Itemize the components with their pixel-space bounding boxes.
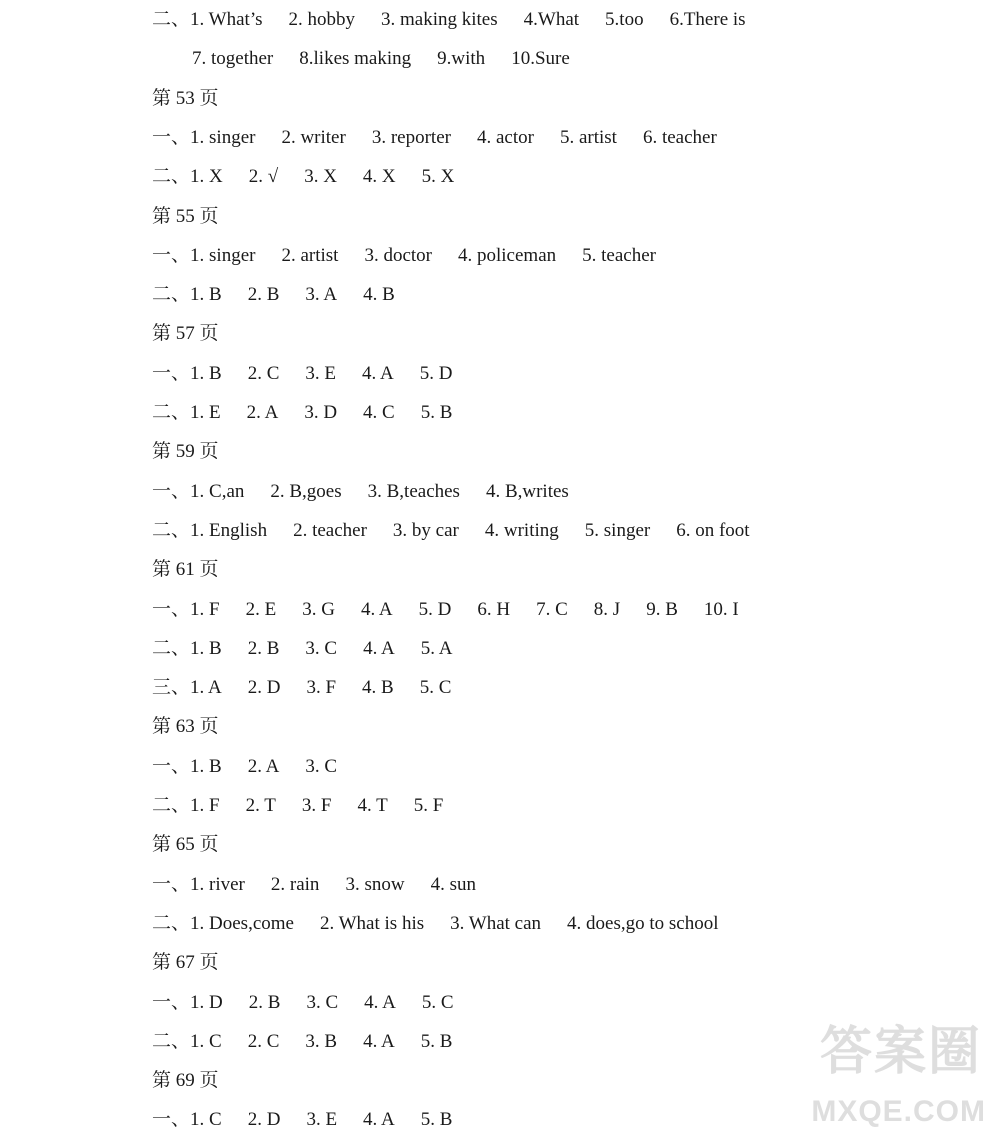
answer-item: 3. C bbox=[306, 991, 339, 1013]
section-number: 一、 bbox=[152, 1109, 191, 1131]
answer-item: 2. hobby bbox=[288, 9, 355, 30]
answer-line bbox=[192, 44, 570, 74]
answer-item: 2. writer bbox=[281, 126, 346, 148]
section-number: 二、 bbox=[152, 402, 191, 423]
answer-line bbox=[152, 870, 476, 900]
answer-line bbox=[152, 1105, 452, 1135]
page-heading: 第 69 页 bbox=[152, 1070, 219, 1092]
answer-line bbox=[152, 752, 337, 782]
answer-item: 2. What is his bbox=[319, 912, 425, 934]
answer-item: 3. C bbox=[305, 755, 338, 777]
answer-item: 3. doctor bbox=[364, 244, 432, 266]
answer-line bbox=[152, 280, 395, 310]
answer-item: 1. B bbox=[190, 755, 222, 777]
answer-item: 9. B bbox=[646, 598, 678, 620]
answer-item: 7. together bbox=[192, 48, 274, 70]
answer-item: 5. F bbox=[413, 795, 444, 816]
section-number: 一、 bbox=[152, 480, 191, 502]
answer-item: 2. teacher bbox=[293, 519, 367, 541]
answer-item: 1. B bbox=[190, 284, 222, 306]
section-number: 二、 bbox=[152, 795, 191, 816]
answer-line bbox=[152, 123, 717, 153]
answer-item: 3. snow bbox=[345, 873, 405, 895]
answer-item: 3. G bbox=[302, 598, 335, 620]
answer-item: 2. rain bbox=[270, 873, 320, 895]
section-number: 二、 bbox=[152, 166, 191, 188]
answer-item: 4. A bbox=[364, 991, 396, 1013]
answer-item: 4. writing bbox=[484, 519, 559, 541]
answer-item: 5. D bbox=[419, 362, 453, 384]
answer-item: 4. B bbox=[362, 677, 394, 699]
answer-item: 3. C bbox=[305, 637, 338, 659]
answer-item: 3. X bbox=[304, 166, 337, 188]
answer-item: 2. C bbox=[247, 1030, 280, 1052]
answer-item: 6. H bbox=[477, 598, 511, 620]
answer-item: 1. English bbox=[190, 519, 268, 541]
section-number: 一、 bbox=[152, 991, 191, 1013]
answer-item: 4.What bbox=[523, 9, 580, 30]
answer-item: 3. making kites bbox=[381, 9, 498, 30]
answer-item: 1. D bbox=[190, 991, 223, 1013]
answer-item: 4. A bbox=[360, 598, 393, 620]
answer-item: 4. does,go to school bbox=[567, 912, 719, 934]
answer-item: 7. C bbox=[536, 598, 568, 620]
answer-item: 3. What can bbox=[450, 912, 542, 934]
page-heading: 第 63 页 bbox=[152, 716, 219, 738]
answer-item: 10. I bbox=[703, 598, 739, 620]
answer-item: 4. actor bbox=[476, 126, 534, 148]
answer-item: 2. A bbox=[247, 755, 280, 777]
answer-item: 1. C bbox=[190, 1030, 222, 1052]
answer-item: 1. B bbox=[190, 637, 222, 659]
answer-item: 2. D bbox=[247, 1109, 281, 1131]
answer-item: 2. D bbox=[247, 677, 281, 699]
answer-line bbox=[152, 909, 719, 939]
answer-line bbox=[152, 988, 454, 1018]
page-heading: 第 55 页 bbox=[152, 205, 219, 227]
answer-item: 2. artist bbox=[281, 244, 339, 266]
answer-item: 1. E bbox=[190, 402, 221, 423]
answer-item: 3. reporter bbox=[371, 126, 451, 148]
answer-item: 1. A bbox=[190, 677, 222, 699]
answer-item: 4. B,writes bbox=[485, 480, 569, 502]
page-heading: 第 59 页 bbox=[152, 441, 219, 463]
answer-item: 1. What’s bbox=[190, 9, 263, 30]
page-heading: 第 53 页 bbox=[152, 87, 219, 109]
watermark-chinese: 答案圈 bbox=[819, 1022, 982, 1082]
page-heading: 第 57 页 bbox=[152, 323, 219, 345]
answer-item: 5. D bbox=[418, 598, 452, 620]
answer-item: 3. B bbox=[305, 1030, 338, 1052]
answer-item: 5. A bbox=[420, 637, 453, 659]
answer-item: 5. C bbox=[421, 991, 454, 1013]
section-number: 二、 bbox=[152, 1030, 191, 1052]
page-heading: 第 61 页 bbox=[152, 559, 219, 581]
answer-item: 3. D bbox=[304, 402, 338, 423]
answer-item: 4. policeman bbox=[458, 244, 557, 266]
section-number: 二、 bbox=[152, 284, 191, 306]
answer-item: 3. B,teaches bbox=[367, 480, 460, 502]
answer-item: 2. B bbox=[247, 284, 280, 306]
answer-line bbox=[152, 162, 454, 192]
answer-item: 6.There is bbox=[669, 9, 746, 30]
answer-item: 1. river bbox=[190, 873, 245, 895]
answer-item: 3. F bbox=[306, 677, 337, 699]
section-number: 一、 bbox=[152, 244, 191, 266]
watermark-url: MXQE.COM bbox=[811, 1095, 986, 1128]
answer-item: 8. J bbox=[593, 598, 621, 620]
answer-item: 5. artist bbox=[559, 126, 617, 148]
answer-line bbox=[152, 595, 739, 625]
answer-line bbox=[152, 791, 443, 821]
answer-item: 1. Does,come bbox=[190, 912, 294, 934]
answer-item: 4. C bbox=[363, 402, 395, 423]
answer-item: 4. B bbox=[363, 284, 395, 306]
answer-item: 2. B bbox=[248, 991, 281, 1013]
answer-item: 8.likes making bbox=[299, 48, 412, 70]
answer-item: 2. B bbox=[247, 637, 280, 659]
answer-item: 3. E bbox=[306, 1109, 338, 1131]
answer-item: 5. B bbox=[420, 1030, 453, 1052]
answer-line bbox=[152, 516, 750, 546]
answer-item: 2. B,goes bbox=[270, 480, 342, 502]
answer-item: 4. A bbox=[363, 637, 395, 659]
section-number: 一、 bbox=[152, 362, 191, 384]
answer-line bbox=[152, 398, 452, 428]
answer-item: 1. C bbox=[190, 1109, 222, 1131]
answer-item: 1. F bbox=[190, 598, 220, 620]
answer-item: 3. A bbox=[305, 284, 338, 306]
answer-item: 2. A bbox=[246, 402, 279, 423]
answer-line bbox=[152, 241, 656, 271]
answer-item: 1. C,an bbox=[190, 480, 245, 502]
section-number: 一、 bbox=[152, 873, 191, 895]
answer-item: 5. C bbox=[419, 677, 452, 699]
answer-item: 2. √ bbox=[248, 166, 279, 188]
answer-item: 6. teacher bbox=[642, 126, 717, 148]
answer-line bbox=[152, 634, 452, 664]
page-heading: 第 65 页 bbox=[152, 834, 219, 856]
answer-item: 5. X bbox=[421, 166, 455, 188]
answer-item: 2. C bbox=[247, 362, 280, 384]
answer-line bbox=[152, 673, 451, 703]
answer-item: 9.with bbox=[437, 48, 486, 70]
answer-item: 3. E bbox=[305, 362, 336, 384]
page-heading: 第 67 页 bbox=[152, 952, 219, 974]
section-number: 二、 bbox=[152, 912, 191, 934]
section-number: 二、 bbox=[152, 637, 191, 659]
answer-item: 1. B bbox=[190, 362, 222, 384]
answer-item: 4. X bbox=[362, 166, 396, 188]
answer-item: 1. F bbox=[190, 795, 220, 816]
answer-line bbox=[152, 359, 452, 389]
answer-item: 4. A bbox=[363, 1109, 395, 1131]
answer-item: 4. sun bbox=[430, 873, 476, 895]
answer-item: 1. singer bbox=[190, 244, 256, 266]
section-number: 三、 bbox=[152, 677, 191, 699]
section-number: 二、 bbox=[152, 9, 191, 30]
watermark-logo bbox=[801, 1009, 986, 1129]
answer-item: 4. T bbox=[357, 795, 388, 816]
answer-item: 1. singer bbox=[190, 126, 256, 148]
section-number: 二、 bbox=[152, 519, 191, 541]
answer-item: 1. X bbox=[190, 166, 223, 188]
answer-item: 4. A bbox=[362, 362, 394, 384]
answer-item: 2. E bbox=[245, 598, 277, 620]
answer-item: 5. B bbox=[420, 1109, 453, 1131]
answer-line bbox=[152, 5, 746, 35]
answer-item: 2. T bbox=[245, 795, 276, 816]
answer-item: 3. by car bbox=[392, 519, 459, 541]
answer-item: 10.Sure bbox=[511, 48, 570, 70]
answer-line bbox=[152, 1027, 452, 1057]
section-number: 一、 bbox=[152, 598, 191, 620]
answer-item: 6. on foot bbox=[676, 519, 750, 541]
answer-item: 5. singer bbox=[584, 519, 651, 541]
answer-item: 5.too bbox=[605, 9, 644, 30]
answer-item: 4. A bbox=[363, 1030, 395, 1052]
section-number: 一、 bbox=[152, 755, 191, 777]
answer-item: 5. B bbox=[420, 402, 453, 423]
answer-line bbox=[152, 477, 569, 507]
answer-item: 3. F bbox=[301, 795, 332, 816]
section-number: 一、 bbox=[152, 126, 191, 148]
answer-item: 5. teacher bbox=[582, 244, 656, 266]
